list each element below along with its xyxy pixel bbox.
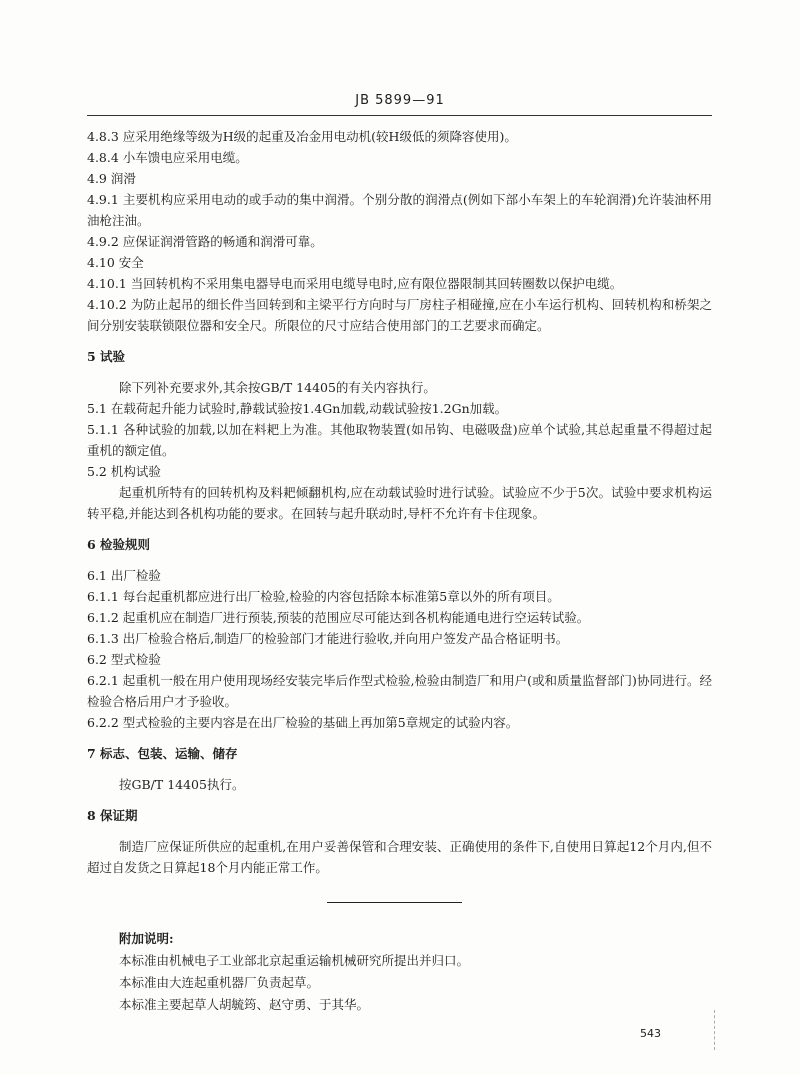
clause-4-9-1: 4.9.1 主要机构应采用电动的或手动的集中润滑。个别分散的润滑点(例如下部小车架上的车轮润滑)允许装油杯用油枪注油。 [87, 192, 712, 228]
header-rule [87, 115, 712, 116]
notes-line: 本标准由机械电子工业部北京起重运输机械研究所提出并归口。 [119, 953, 470, 968]
section-8-heading: 8 保证期 [87, 808, 138, 823]
section-8-body: 制造厂应保证所供应的起重机,在用户妥善保管和合理安装、正确使用的条件下,自使用日算起12个月内,但不超过自发货之日算起18个月内能正常工作。 [87, 839, 712, 875]
clause-4-10-heading: 4.10 安全 [87, 255, 144, 270]
notes-title: 附加说明: [119, 931, 174, 946]
clause-6-2-heading: 6.2 型式检验 [87, 652, 161, 667]
additional-notes [119, 928, 679, 1016]
clause-4-9-2: 4.9.2 应保证润滑管路的畅通和润滑可靠。 [87, 234, 323, 249]
clause-6-1-heading: 6.1 出厂检验 [87, 568, 161, 583]
clause-4-10-1: 4.10.1 当回转机构不采用集电器导电而采用电缆导电时,应有限位器限制其回转圈数以保护电缆。 [87, 276, 623, 291]
clause-6-2-1: 6.2.1 起重机一般在用户使用现场经安装完毕后作型式检验,检验由制造厂和用户(或和质量监督部门)协同进行。经检验合格后用户才予验收。 [87, 673, 712, 709]
notes-line: 本标准主要起草人胡毓筠、赵守勇、于其华。 [119, 997, 370, 1012]
section-7-body: 按GB/T 14405执行。 [119, 777, 245, 792]
end-of-text-rule [327, 902, 462, 903]
clause-5-2-body: 起重机所特有的回转机构及料耙倾翻机构,应在动载试验时进行试验。试验应不少于5次。试验中要求机构运转平稳,并能达到各机构功能的要求。在回转与起升联动时,导杆不允许有卡住现象。 [87, 485, 712, 521]
standard-code-header: JB 5899—91 [355, 93, 445, 108]
page-number: 543 [640, 1027, 661, 1040]
section-5-heading: 5 试验 [87, 349, 126, 364]
section-5-intro: 除下列补充要求外,其余按GB/T 14405的有关内容执行。 [119, 380, 436, 395]
notes-line: 本标准由大连起重机器厂负责起草。 [119, 975, 320, 990]
scan-edge-mark [714, 1010, 716, 1050]
clause-6-2-2: 6.2.2 型式检验的主要内容是在出厂检验的基础上再加第5章规定的试验内容。 [87, 715, 519, 730]
clause-4-9-heading: 4.9 润滑 [87, 171, 136, 186]
clause-5-2-heading: 5.2 机构试验 [87, 464, 161, 479]
section-6-heading: 6 检验规则 [87, 537, 151, 552]
clause-6-1-3: 6.1.3 出厂检验合格后,制造厂的检验部门才能进行验收,并向用户签发产品合格证明书。 [87, 631, 569, 646]
clause-6-1-1: 6.1.1 每台起重机都应进行出厂检验,检验的内容包括除本标准第5章以外的所有项目。 [87, 589, 560, 604]
clause-4-8-3: 4.8.3 应采用绝缘等级为H级的起重及冶金用电动机(较H级低的须降容使用)。 [87, 129, 517, 144]
clause-5-1: 5.1 在载荷起升能力试验时,静载试验按1.4Gn加载,动载试验按1.2Gn加载。 [87, 401, 508, 416]
clause-5-1-1: 5.1.1 各种试验的加载,以加在料耙上为准。其他取物装置(如吊钩、电磁吸盘)应单个试验,其总起重量不得超过起重机的额定值。 [87, 422, 712, 458]
clause-4-8-4: 4.8.4 小车馈电应采用电缆。 [87, 150, 248, 165]
clause-6-1-2: 6.1.2 起重机应在制造厂进行预装,预装的范围应尽可能达到各机构能通电进行空运转试验。 [87, 610, 590, 625]
clause-4-10-2: 4.10.2 为防止起吊的细长件当回转到和主梁平行方向时与厂房柱子相碰撞,应在小车运行机构、回转机构和桥架之间分别安装联锁限位器和安全尺。所限位的尺寸应结合使用部门的工艺要求而确定。 [87, 297, 712, 333]
section-7-heading: 7 标志、包装、运输、储存 [87, 746, 238, 761]
main-content [87, 126, 712, 878]
